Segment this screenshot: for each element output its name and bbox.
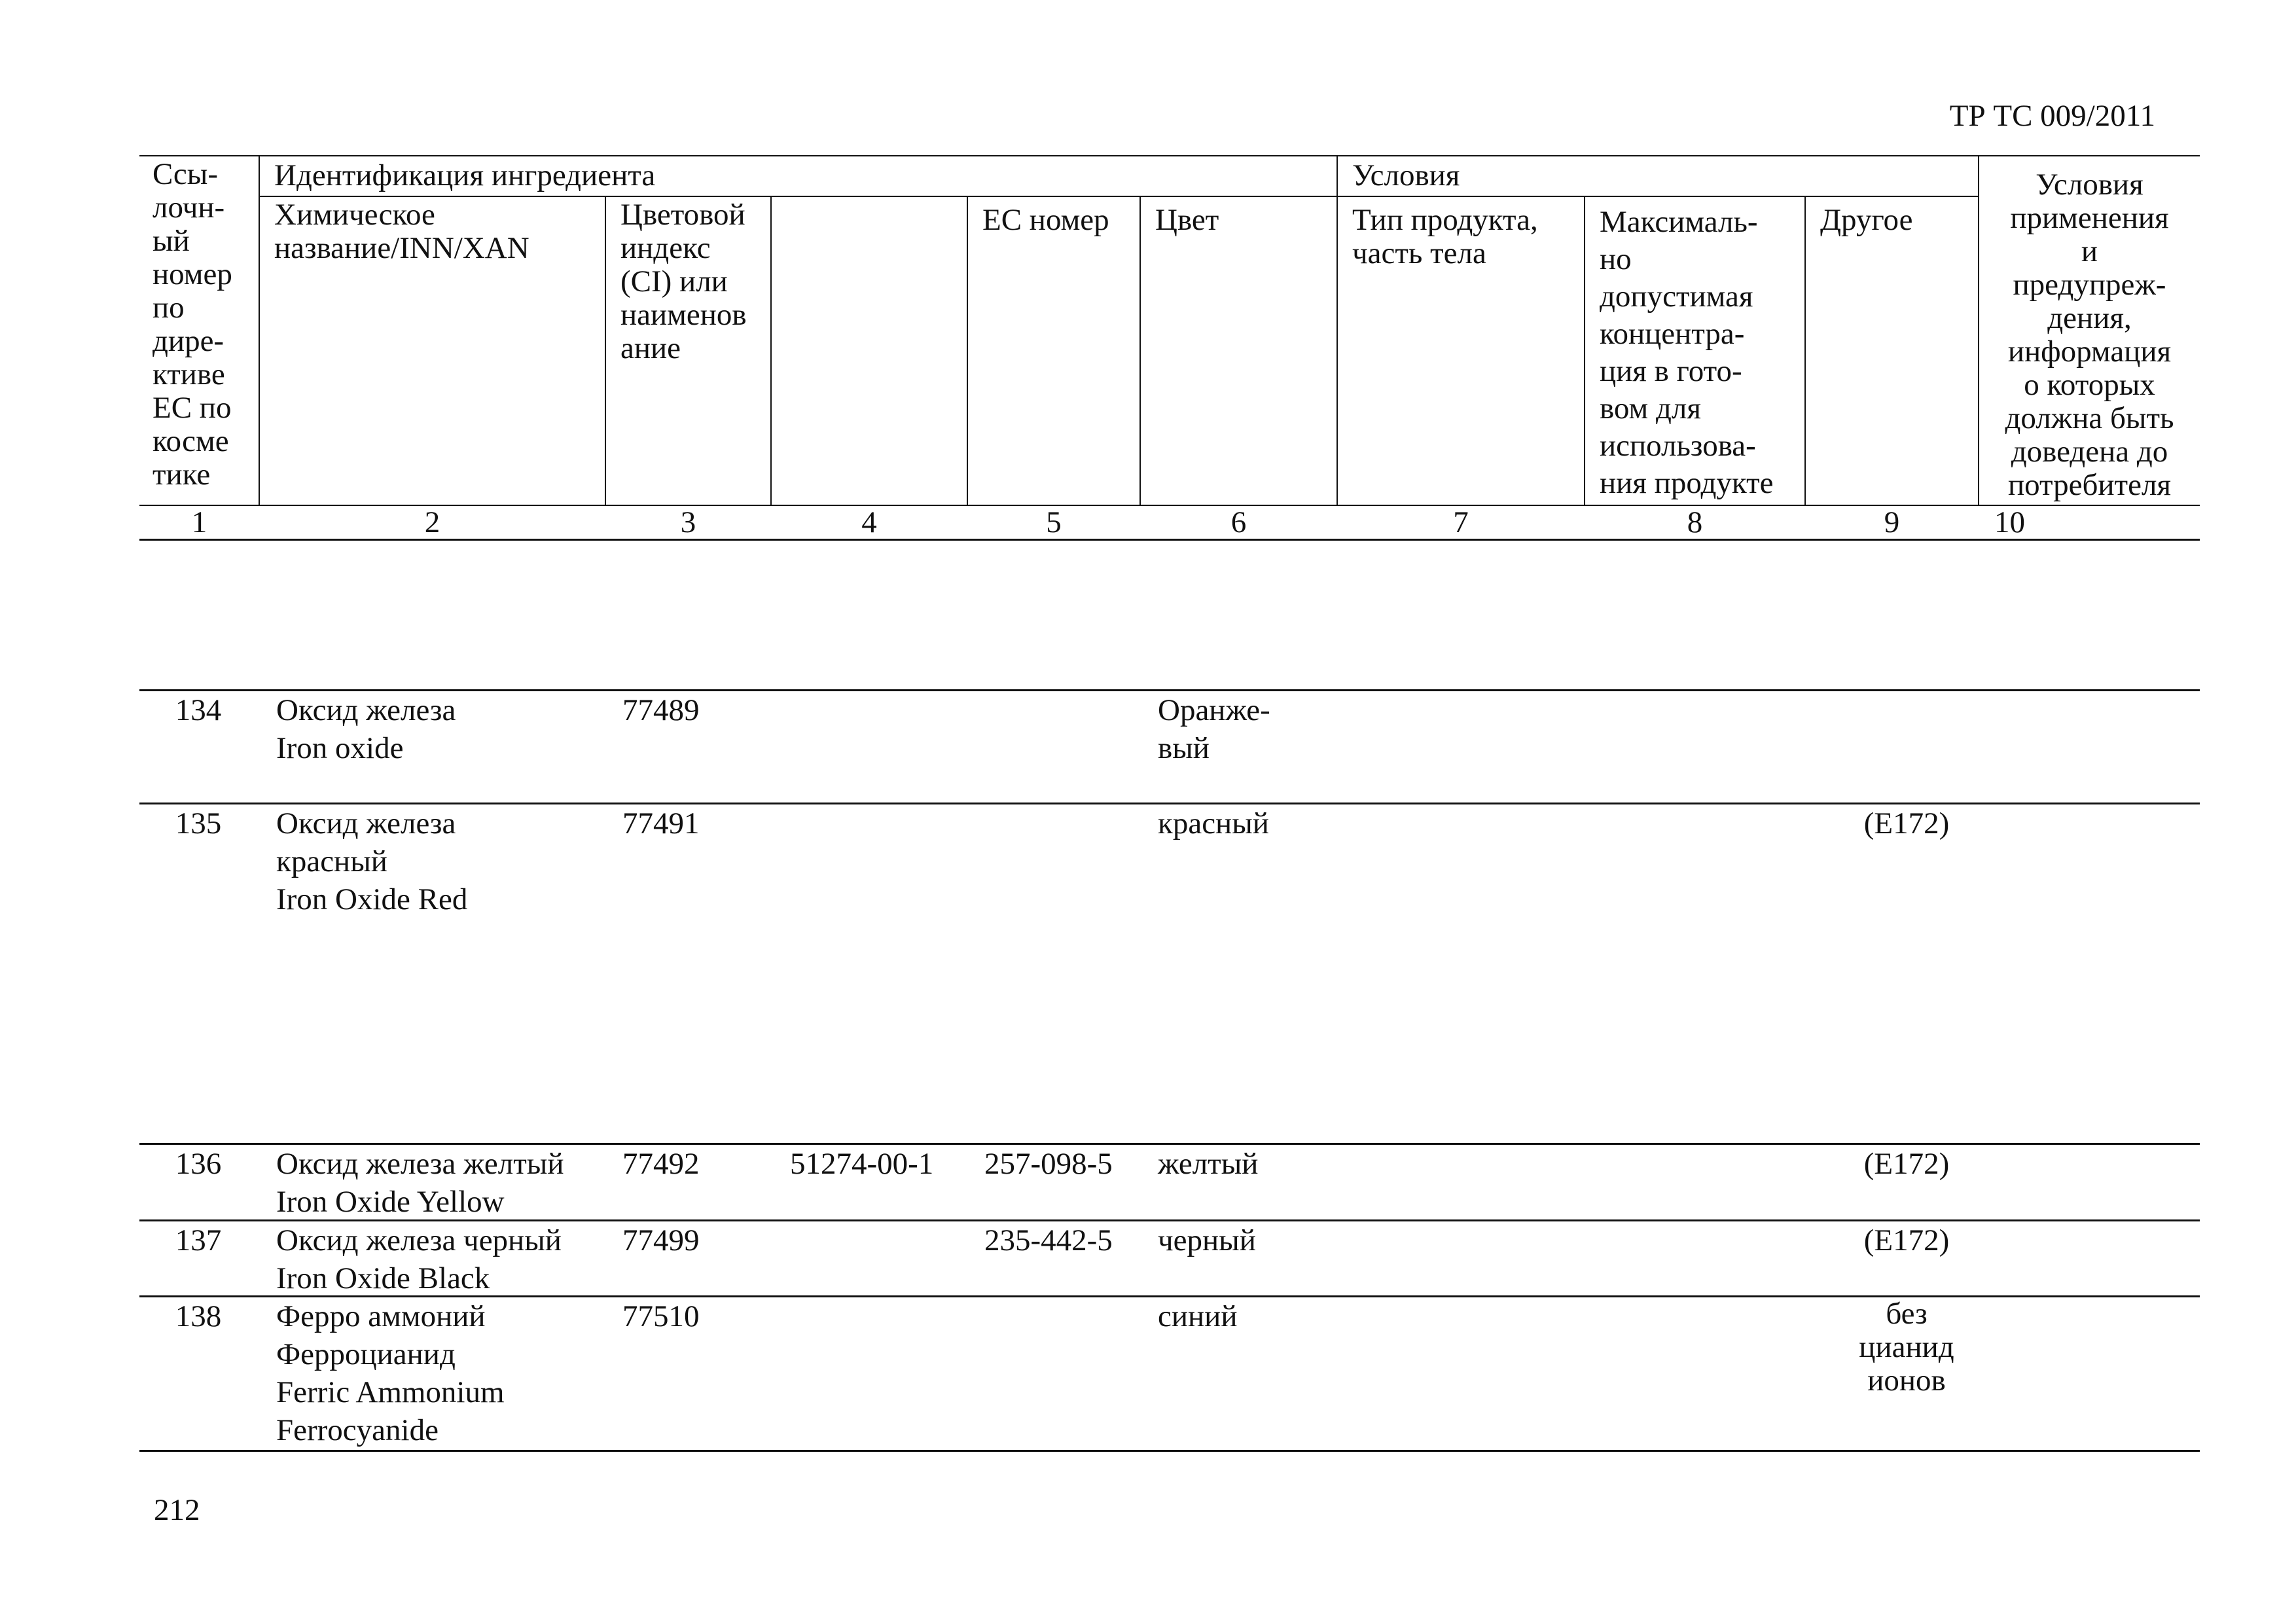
row-color-index: 77510 — [622, 1299, 700, 1333]
column-numbers-row — [139, 505, 2200, 540]
column-number: 3 — [605, 505, 771, 540]
column-number: 8 — [1585, 505, 1805, 540]
table-row — [139, 689, 2200, 804]
header-other: Другое — [1805, 196, 1979, 505]
row-ref: 134 — [175, 693, 222, 727]
column-number: 1 — [139, 505, 259, 540]
row-other: без цианид ионов — [1859, 1297, 1954, 1398]
header-ec-number: ЕС номер — [967, 196, 1140, 505]
row-color-index: 77491 — [622, 806, 700, 840]
row-chemical-name: Оксид железа Iron oxide — [276, 693, 456, 765]
header-usage-conditions: Условия применения и предупреж- дения, информация о которых должна быть доведена до потребителя — [1979, 156, 2200, 505]
table-row — [139, 1219, 2200, 1297]
table-row — [139, 1295, 2200, 1452]
document-code: ТР ТС 009/2011 — [1949, 99, 2155, 133]
column-number: 5 — [967, 505, 1140, 540]
row-other: (E172) — [1863, 1147, 1950, 1181]
header-col4 — [771, 196, 967, 505]
row-chemical-name: Ферро аммоний Ферроцианид Ferric Ammonium Ferrocyanide — [276, 1299, 505, 1447]
row-ref: 135 — [175, 806, 222, 840]
column-number: 9 — [1805, 505, 1979, 540]
header-color-index: Цветовой индекс (CI) или наименов ание — [605, 196, 771, 505]
column-number: 4 — [771, 505, 967, 540]
row-color: черный — [1158, 1223, 1256, 1257]
header-ingredient-identification: Идентификация ингредиента — [259, 156, 1337, 196]
column-number: 7 — [1337, 505, 1585, 540]
table-row — [139, 803, 2200, 1145]
row-color: желтый — [1158, 1147, 1259, 1181]
column-number: 10 — [1979, 505, 2200, 540]
table-header — [139, 155, 2200, 541]
row-chemical-name: Оксид железа черный Iron Oxide Black — [276, 1223, 562, 1295]
header-chemical-name: Химическое название/INN/XAN — [259, 196, 605, 505]
table-row — [139, 1143, 2200, 1221]
row-chemical-name: Оксид железа красный Iron Oxide Red — [276, 806, 468, 916]
header-ref-number: Ссы- лочн- ый номер по дире- ктиве ЕС по косме тике — [139, 156, 259, 505]
row-color-index: 77499 — [622, 1223, 700, 1257]
row-other: (E172) — [1863, 1223, 1950, 1257]
header-product-type: Тип продукта, часть тела — [1337, 196, 1585, 505]
row-color-index: 77489 — [622, 693, 700, 727]
row-cas-number: 51274-00-1 — [790, 1147, 934, 1181]
row-ec-number: 235-442-5 — [984, 1223, 1113, 1257]
page-number: 212 — [154, 1493, 200, 1527]
row-other: (E172) — [1863, 806, 1950, 840]
row-chemical-name: Оксид железа желтый Iron Oxide Yellow — [276, 1147, 564, 1219]
column-number: 6 — [1140, 505, 1337, 540]
header-color: Цвет — [1140, 196, 1337, 505]
header-max-concentration: Максималь- но допустимая концентра- ция в гото- вом для использова- ния продукте — [1585, 196, 1805, 505]
row-ref: 136 — [175, 1147, 222, 1181]
column-number: 2 — [259, 505, 605, 540]
row-color: красный — [1158, 806, 1269, 840]
row-color-index: 77492 — [622, 1147, 700, 1181]
row-ec-number: 257-098-5 — [984, 1147, 1113, 1181]
row-color: синий — [1158, 1299, 1238, 1333]
row-ref: 138 — [175, 1299, 222, 1333]
header-conditions: Условия — [1337, 156, 1979, 196]
row-color: Оранже- вый — [1158, 693, 1270, 765]
row-ref: 137 — [175, 1223, 222, 1257]
